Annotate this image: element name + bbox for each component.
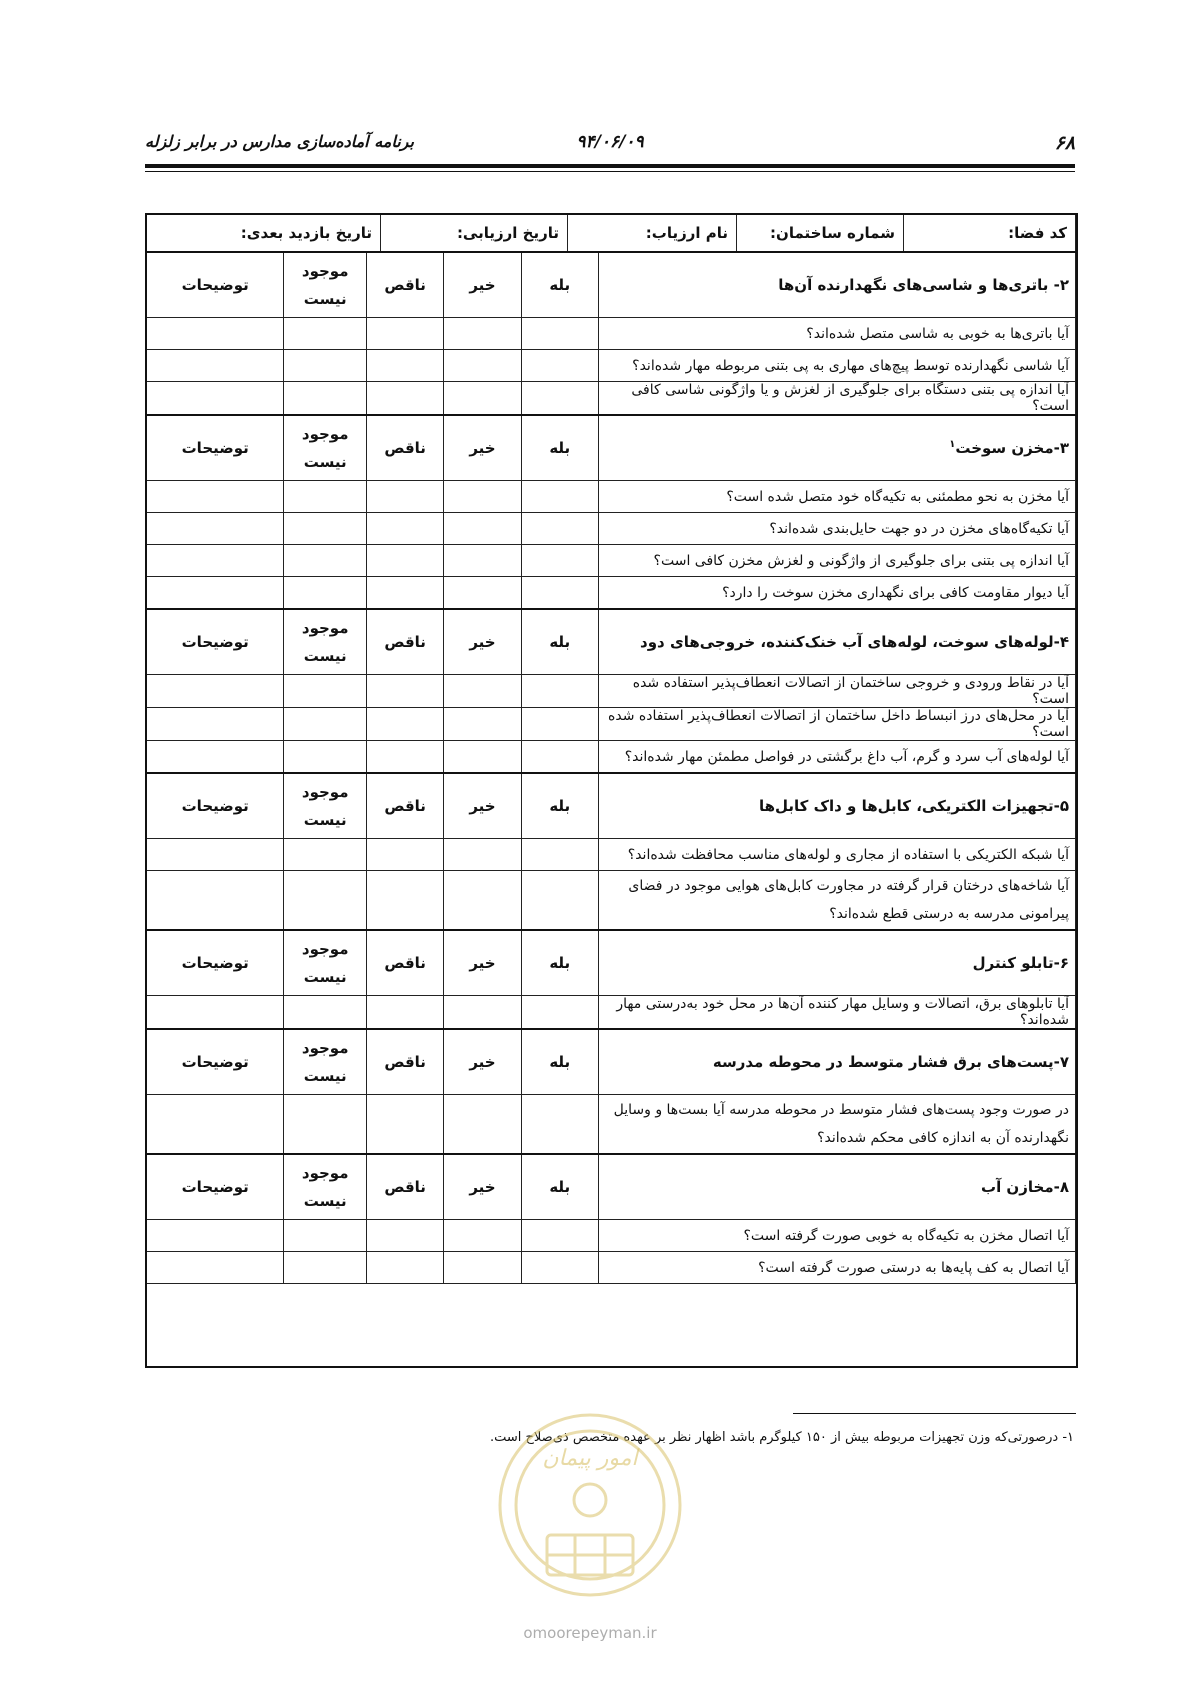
option-not-available-line2: نیست <box>303 1067 347 1085</box>
answer-incomplete-cell[interactable] <box>367 1095 444 1155</box>
option-no: خیر <box>444 252 521 318</box>
answer-no-cell[interactable] <box>444 545 521 577</box>
answer-not-available-cell[interactable] <box>284 577 367 610</box>
question-text: آیا اندازه پی بتنی برای جلوگیری از واژگونی و لغزش مخزن کافی است؟ <box>598 545 1075 577</box>
question-row <box>147 871 1076 931</box>
question-row <box>147 1095 1076 1155</box>
building-number-label: شماره ساختمان: <box>770 224 895 242</box>
option-notes: توضیحات <box>147 609 284 675</box>
section-title <box>598 773 1075 839</box>
footnote-rule <box>793 1413 1076 1414</box>
answer-yes-cell[interactable] <box>521 1252 598 1284</box>
answer-no-cell[interactable] <box>444 318 521 350</box>
answer-not-available-cell[interactable] <box>284 382 367 416</box>
option-notes: توضیحات <box>147 1029 284 1095</box>
assessment-date-field[interactable] <box>380 215 567 251</box>
section-title-text: ۲- باتری‌ها و شاسی‌های نگهدارنده آن‌ها <box>778 276 1069 294</box>
option-incomplete: ناقص <box>367 930 444 996</box>
section-title <box>598 1029 1075 1095</box>
option-not-available <box>284 1154 367 1220</box>
answer-notes-cell[interactable] <box>147 481 284 513</box>
answer-no-cell[interactable] <box>444 871 521 931</box>
option-yes: بله <box>521 773 598 839</box>
option-not-available <box>284 415 367 481</box>
answer-no-cell[interactable] <box>444 382 521 416</box>
answer-notes-cell[interactable] <box>147 839 284 871</box>
answer-not-available-cell[interactable] <box>284 1252 367 1284</box>
space-code-field[interactable] <box>903 215 1075 251</box>
answer-incomplete-cell[interactable] <box>367 839 444 871</box>
option-notes: توضیحات <box>147 930 284 996</box>
question-text: آیا تابلوهای برق، اتصالات و وسایل مهار کننده آن‌ها در محل خود به‌درستی مهار شده‌اند؟ <box>598 996 1075 1030</box>
answer-yes-cell[interactable] <box>521 741 598 774</box>
question-text: آیا شبکه الکتریکی با استفاده از مجاری و لوله‌های مناسب محافظت شده‌اند؟ <box>598 839 1075 871</box>
answer-notes-cell[interactable] <box>147 1095 284 1155</box>
next-visit-date-label: تاریخ بازدید بعدی: <box>240 224 372 242</box>
question-text: آیا اتصال مخزن به تکیه‌گاه به خوبی صورت گرفته است؟ <box>598 1220 1075 1252</box>
option-not-available-line1: موجود <box>301 262 349 280</box>
section-title-text: ۷-پست‌های برق فشار متوسط در محوطه مدرسه <box>712 1053 1069 1071</box>
option-not-available-line2: نیست <box>303 453 347 471</box>
option-no: خیر <box>444 1029 521 1095</box>
section-title-text: ۴-لوله‌های سوخت، لوله‌های آب خنک‌کننده، خروجی‌های دود <box>640 633 1069 651</box>
option-yes: بله <box>521 415 598 481</box>
question-row <box>147 382 1076 416</box>
question-row <box>147 839 1076 871</box>
option-not-available-line1: موجود <box>301 940 349 958</box>
question-row <box>147 481 1076 513</box>
answer-notes-cell[interactable] <box>147 1220 284 1252</box>
header-rule-thick <box>145 164 1075 168</box>
answer-incomplete-cell[interactable] <box>367 996 444 1030</box>
answer-yes-cell[interactable] <box>521 318 598 350</box>
answer-incomplete-cell[interactable] <box>367 708 444 741</box>
answer-yes-cell[interactable] <box>521 481 598 513</box>
answer-yes-cell[interactable] <box>521 577 598 610</box>
building-number-field[interactable] <box>736 215 903 251</box>
answer-no-cell[interactable] <box>444 839 521 871</box>
question-row <box>147 708 1076 741</box>
answer-incomplete-cell[interactable] <box>367 382 444 416</box>
info-row <box>147 215 1076 253</box>
watermark-url: omoorepeyman.ir <box>523 1624 657 1642</box>
option-incomplete: ناقص <box>367 415 444 481</box>
footnote: ۱- درصورتی‌که وزن تجهیزات مربوطه بیش از ۱۵۰ کیلوگرم باشد اظهار نظر بر عهده متخصص ذی‌صلاح است. <box>490 1430 1074 1445</box>
answer-no-cell[interactable] <box>444 577 521 610</box>
answer-yes-cell[interactable] <box>521 996 598 1030</box>
option-no: خیر <box>444 415 521 481</box>
answer-incomplete-cell[interactable] <box>367 513 444 545</box>
answer-notes-cell[interactable] <box>147 350 284 382</box>
option-incomplete: ناقص <box>367 1029 444 1095</box>
section-header-row <box>147 1154 1076 1220</box>
question-row <box>147 741 1076 774</box>
answer-not-available-cell[interactable] <box>284 708 367 741</box>
answer-incomplete-cell[interactable] <box>367 318 444 350</box>
answer-incomplete-cell[interactable] <box>367 1220 444 1252</box>
question-row <box>147 675 1076 708</box>
section-title <box>598 609 1075 675</box>
option-yes: بله <box>521 930 598 996</box>
answer-yes-cell[interactable] <box>521 839 598 871</box>
option-notes: توضیحات <box>147 415 284 481</box>
option-not-available <box>284 252 367 318</box>
question-text: آیا اندازه پی بتنی دستگاه برای جلوگیری از لغزش و یا واژگونی شاسی کافی است؟ <box>598 382 1075 416</box>
section-title <box>598 930 1075 996</box>
assessor-name-label: نام ارزیاب: <box>645 224 728 242</box>
header-date: ۹۴/۰۶/۰۹ <box>576 132 644 152</box>
answer-no-cell[interactable] <box>444 1252 521 1284</box>
question-text: آیا باتری‌ها به خوبی به شاسی متصل شده‌اند؟ <box>598 318 1075 350</box>
question-text: آیا در نقاط ورودی و خروجی ساختمان از اتصالات انعطاف‌پذیر استفاده شده است؟ <box>598 675 1075 708</box>
answer-incomplete-cell[interactable] <box>367 675 444 708</box>
answer-no-cell[interactable] <box>444 675 521 708</box>
option-no: خیر <box>444 1154 521 1220</box>
option-incomplete: ناقص <box>367 773 444 839</box>
question-text: آیا اتصال به کف پایه‌ها به درستی صورت گرفته است؟ <box>598 1252 1075 1284</box>
question-text: آیا لوله‌های آب سرد و گرم، آب داغ برگشتی در فواصل مطمئن مهار شده‌اند؟ <box>598 741 1075 774</box>
answer-notes-cell[interactable] <box>147 996 284 1030</box>
option-yes: بله <box>521 609 598 675</box>
answer-incomplete-cell[interactable] <box>367 1252 444 1284</box>
answer-notes-cell[interactable] <box>147 675 284 708</box>
answer-incomplete-cell[interactable] <box>367 871 444 931</box>
option-not-available <box>284 609 367 675</box>
checklist-table <box>146 214 1076 1284</box>
section-title-text: ۶-تابلو کنترل <box>972 954 1069 972</box>
option-not-available-line2: نیست <box>303 290 347 308</box>
answer-incomplete-cell[interactable] <box>367 481 444 513</box>
option-not-available <box>284 1029 367 1095</box>
option-no: خیر <box>444 609 521 675</box>
answer-notes-cell[interactable] <box>147 513 284 545</box>
option-notes: توضیحات <box>147 252 284 318</box>
footnote-mark: ۱ <box>949 439 956 450</box>
answer-incomplete-cell[interactable] <box>367 350 444 382</box>
question-text: آیا شاسی نگهدارنده توسط پیچ‌های مهاری به پی بتنی مربوطه مهار شده‌اند؟ <box>598 350 1075 382</box>
answer-yes-cell[interactable] <box>521 1220 598 1252</box>
option-not-available-line1: موجود <box>301 1039 349 1057</box>
assessment-date-label: تاریخ ارزیابی: <box>456 224 559 242</box>
option-yes: بله <box>521 1154 598 1220</box>
answer-yes-cell[interactable] <box>521 545 598 577</box>
answer-no-cell[interactable] <box>444 1095 521 1155</box>
section-title <box>598 1154 1075 1220</box>
option-not-available-line1: موجود <box>301 783 349 801</box>
answer-notes-cell[interactable] <box>147 318 284 350</box>
answer-notes-cell[interactable] <box>147 545 284 577</box>
answer-not-available-cell[interactable] <box>284 513 367 545</box>
answer-notes-cell[interactable] <box>147 871 284 931</box>
section-title <box>598 415 1075 481</box>
option-not-available <box>284 773 367 839</box>
section-header-row <box>147 930 1076 996</box>
answer-yes-cell[interactable] <box>521 513 598 545</box>
question-row <box>147 1220 1076 1252</box>
option-notes: توضیحات <box>147 773 284 839</box>
answer-yes-cell[interactable] <box>521 675 598 708</box>
question-row <box>147 350 1076 382</box>
option-not-available-line2: نیست <box>303 811 347 829</box>
option-incomplete: ناقص <box>367 1154 444 1220</box>
question-row <box>147 513 1076 545</box>
question-row <box>147 577 1076 610</box>
option-no: خیر <box>444 773 521 839</box>
answer-yes-cell[interactable] <box>521 350 598 382</box>
question-row <box>147 1252 1076 1284</box>
section-title <box>598 252 1075 318</box>
answer-not-available-cell[interactable] <box>284 839 367 871</box>
header-title: برنامه آماده‌سازی مدارس در برابر زلزله <box>145 132 414 151</box>
answer-not-available-cell[interactable] <box>284 996 367 1030</box>
option-not-available <box>284 930 367 996</box>
question-row <box>147 318 1076 350</box>
answer-not-available-cell[interactable] <box>284 545 367 577</box>
option-notes: توضیحات <box>147 1154 284 1220</box>
answer-not-available-cell[interactable] <box>284 871 367 931</box>
option-yes: بله <box>521 252 598 318</box>
section-title-text: ۸-مخازن آب <box>981 1178 1069 1196</box>
answer-notes-cell[interactable] <box>147 577 284 610</box>
answer-no-cell[interactable] <box>444 741 521 774</box>
answer-yes-cell[interactable] <box>521 382 598 416</box>
section-header-row <box>147 252 1076 318</box>
section-title-text: ۵-تجهیزات الکتریکی، کابل‌ها و داک کابل‌ها <box>758 797 1069 815</box>
answer-no-cell[interactable] <box>444 481 521 513</box>
option-not-available-line1: موجود <box>301 1164 349 1182</box>
option-no: خیر <box>444 930 521 996</box>
section-header-row <box>147 609 1076 675</box>
question-text: آیا دیوار مقاومت کافی برای نگهداری مخزن سوخت را دارد؟ <box>598 577 1075 610</box>
answer-no-cell[interactable] <box>444 996 521 1030</box>
answer-no-cell[interactable] <box>444 350 521 382</box>
answer-incomplete-cell[interactable] <box>367 545 444 577</box>
question-text: آیا در محل‌های درز انبساط داخل ساختمان از اتصالات انعطاف‌پذیر استفاده شده است؟ <box>598 708 1075 741</box>
option-not-available-line2: نیست <box>303 1192 347 1210</box>
answer-not-available-cell[interactable] <box>284 318 367 350</box>
answer-not-available-cell[interactable] <box>284 741 367 774</box>
answer-notes-cell[interactable] <box>147 382 284 416</box>
answer-incomplete-cell[interactable] <box>367 577 444 610</box>
question-text: آیا شاخه‌های درختان قرار گرفته در مجاورت کابل‌های هوایی موجود در فضای پیرامونی مدرسه به درستی قطع شده‌اند؟ <box>598 871 1075 931</box>
question-text: آیا مخزن به نحو مطمئنی به تکیه‌گاه خود متصل شده است؟ <box>598 481 1075 513</box>
question-text: در صورت وجود پست‌های فشار متوسط در محوطه مدرسه آیا بست‌ها و وسایل نگهدارنده آن به اندازه کافی محکم شده‌اند؟ <box>598 1095 1075 1155</box>
section-header-row <box>147 1029 1076 1095</box>
answer-no-cell[interactable] <box>444 708 521 741</box>
answer-yes-cell[interactable] <box>521 708 598 741</box>
option-not-available-line1: موجود <box>301 425 349 443</box>
space-code-label: کد فضا: <box>1008 224 1067 242</box>
option-not-available-line2: نیست <box>303 647 347 665</box>
header-rule-thin <box>145 171 1075 172</box>
answer-no-cell[interactable] <box>444 513 521 545</box>
answer-not-available-cell[interactable] <box>284 1095 367 1155</box>
page-number: ۶۸ <box>1054 132 1075 154</box>
question-row <box>147 996 1076 1030</box>
option-yes: بله <box>521 1029 598 1095</box>
next-visit-date-field[interactable] <box>147 215 380 251</box>
question-row <box>147 545 1076 577</box>
answer-not-available-cell[interactable] <box>284 481 367 513</box>
answer-notes-cell[interactable] <box>147 741 284 774</box>
answer-notes-cell[interactable] <box>147 708 284 741</box>
question-text: آیا تکیه‌گاه‌های مخزن در دو جهت حایل‌بندی شده‌اند؟ <box>598 513 1075 545</box>
answer-not-available-cell[interactable] <box>284 1220 367 1252</box>
section-header-row <box>147 773 1076 839</box>
answer-notes-cell[interactable] <box>147 1252 284 1284</box>
option-not-available-line1: موجود <box>301 619 349 637</box>
section-header-row <box>147 415 1076 481</box>
answer-no-cell[interactable] <box>444 1220 521 1252</box>
answer-incomplete-cell[interactable] <box>367 741 444 774</box>
page-header <box>145 132 1075 158</box>
answer-not-available-cell[interactable] <box>284 675 367 708</box>
watermark-logo-text: امور پیمان <box>542 1446 638 1471</box>
section-title-text: ۳-مخزن سوخت <box>955 439 1069 457</box>
answer-not-available-cell[interactable] <box>284 350 367 382</box>
option-not-available-line2: نیست <box>303 968 347 986</box>
option-incomplete: ناقص <box>367 252 444 318</box>
answer-yes-cell[interactable] <box>521 871 598 931</box>
answer-yes-cell[interactable] <box>521 1095 598 1155</box>
option-incomplete: ناقص <box>367 609 444 675</box>
assessor-name-field[interactable] <box>567 215 736 251</box>
